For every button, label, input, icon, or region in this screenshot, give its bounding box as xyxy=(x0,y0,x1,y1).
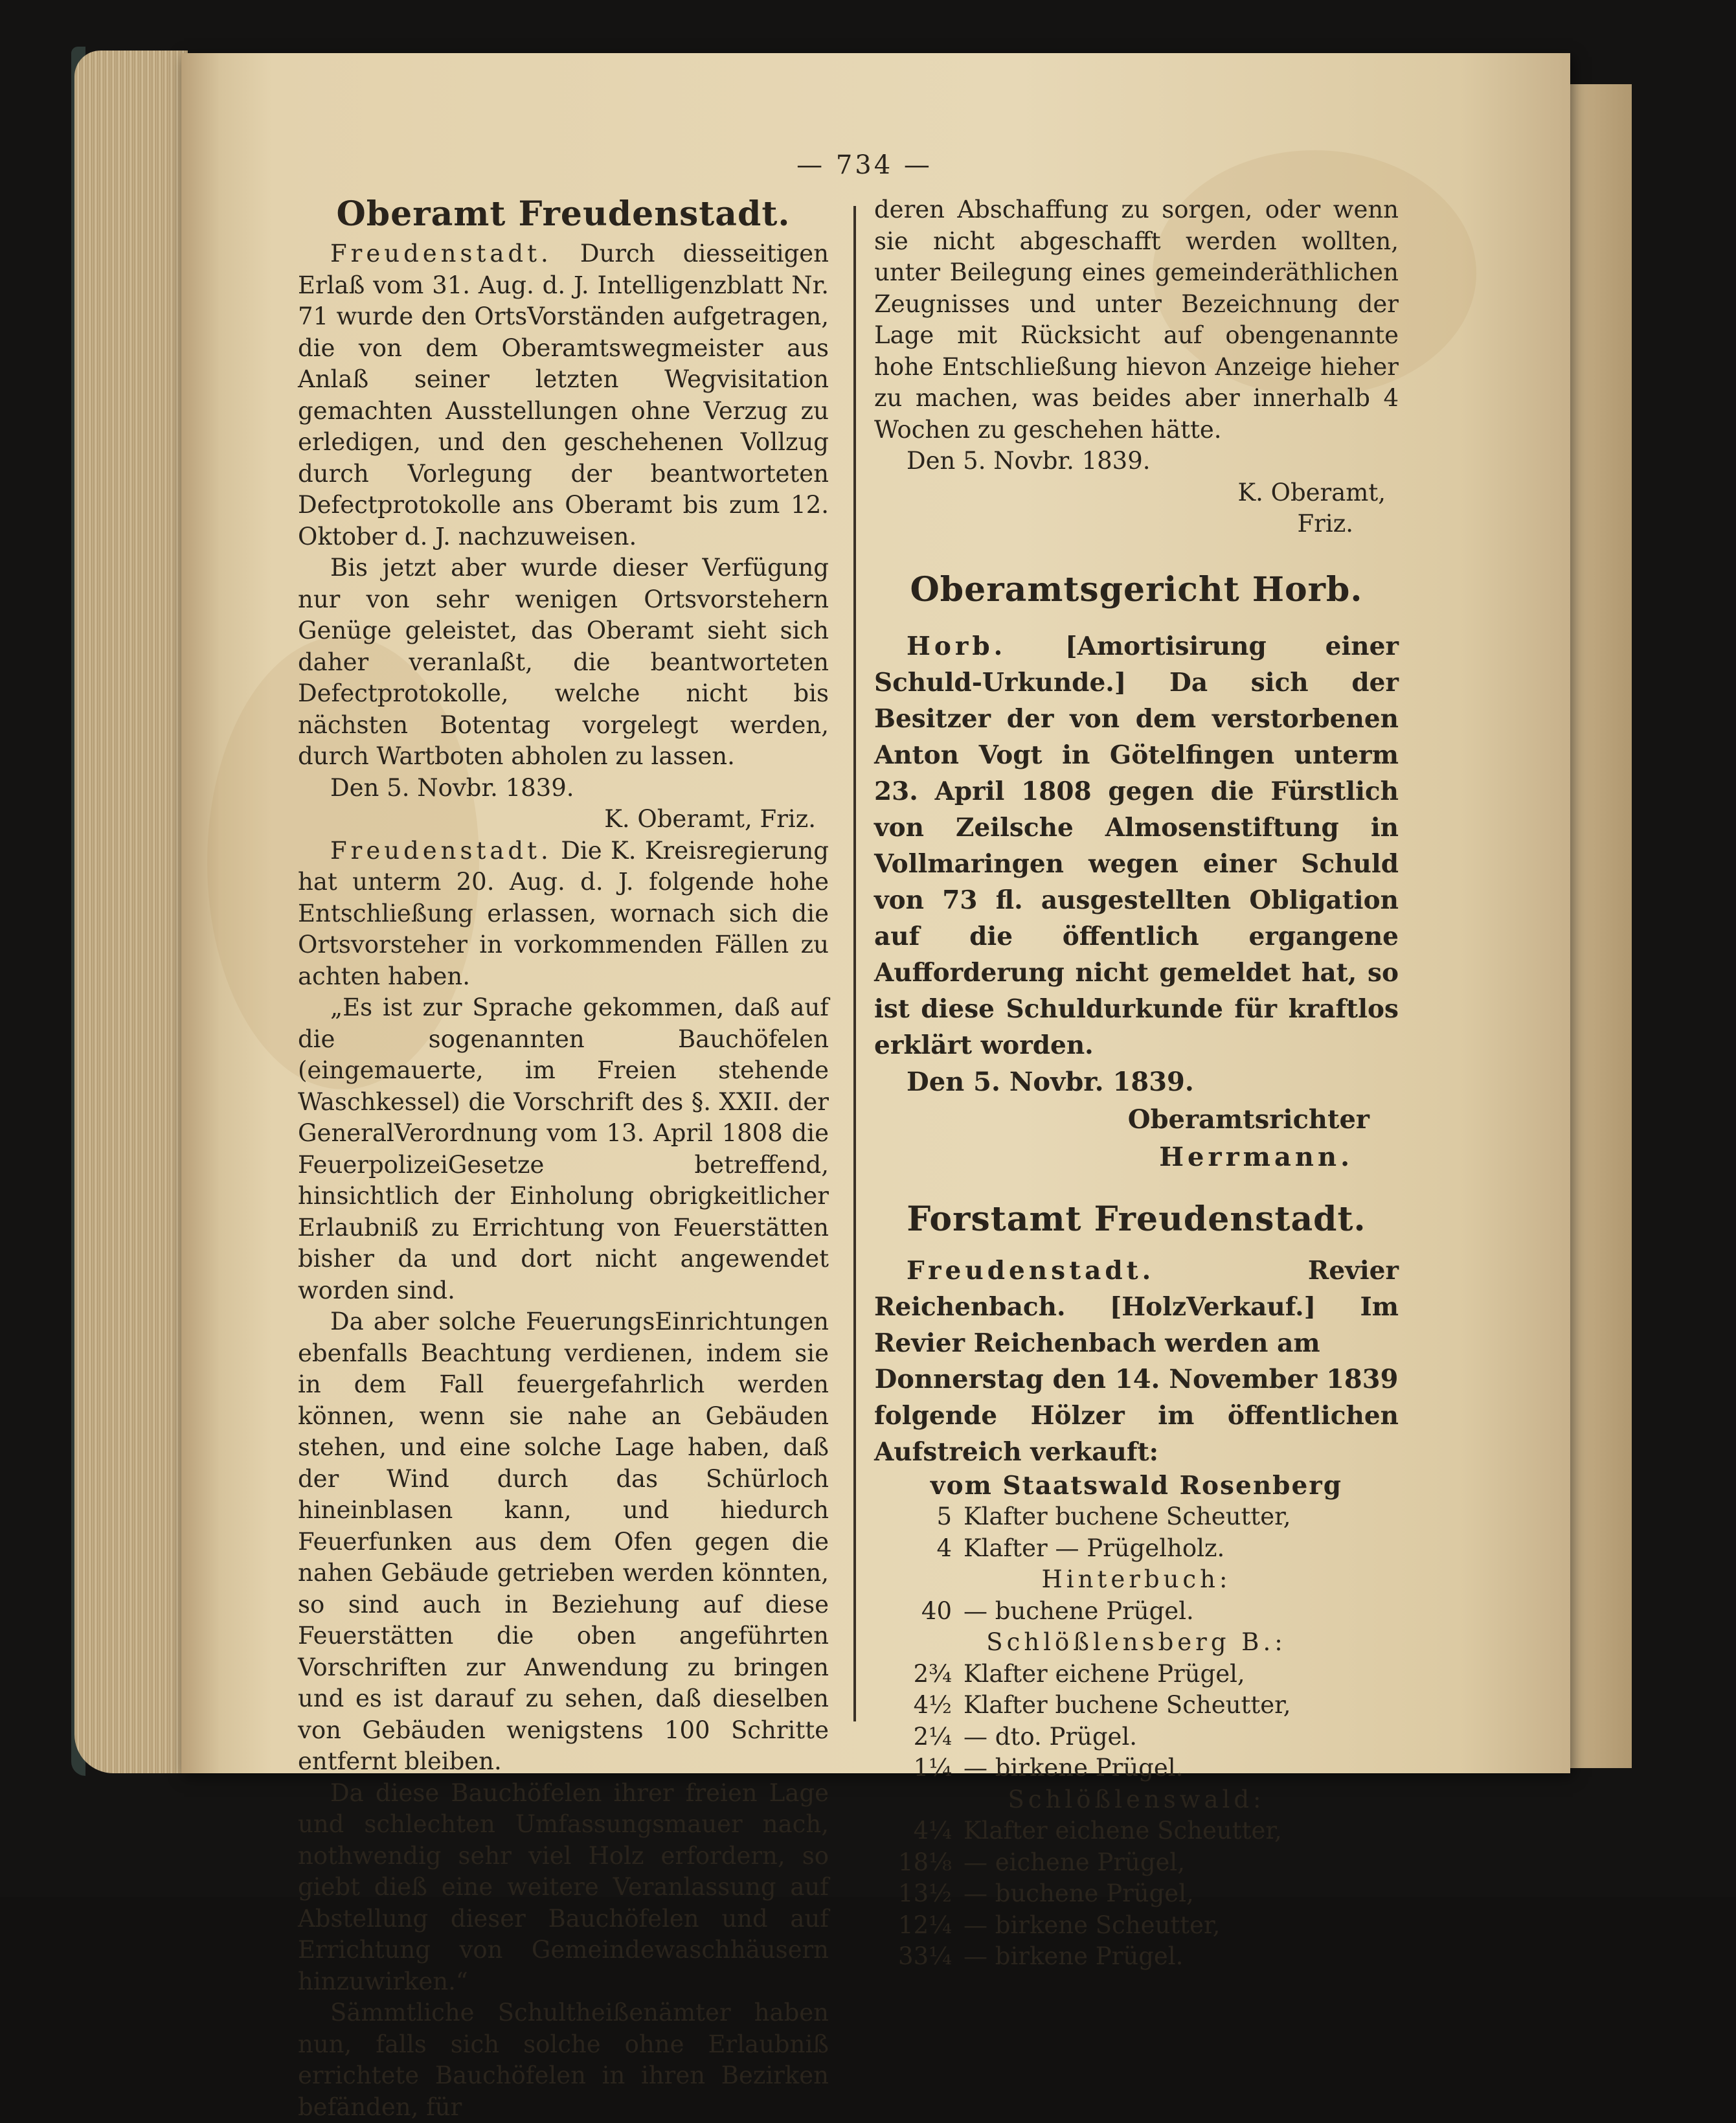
lot-heading: Schlößlensberg B.: xyxy=(986,1628,1287,1656)
paragraph xyxy=(298,835,829,993)
lot-quantity: 13½ xyxy=(898,1879,952,1907)
lot-description: — buchene Prügel, xyxy=(964,1879,1194,1907)
signature-office: Oberamtsrichter xyxy=(1127,1104,1370,1135)
lot-item xyxy=(874,1941,1399,1973)
lot-item xyxy=(874,1501,1399,1533)
paragraph: Sämmtliche Schultheißenämter haben nun, falls sich solche ohne Erlaubniß errichtete Bauchöfelen in ihren Bezirken befänden, für xyxy=(298,1999,829,2121)
lot-quantity: 4¼ xyxy=(913,1817,952,1845)
lot-item xyxy=(874,1847,1399,1879)
signature-office: K. Oberamt, xyxy=(1237,478,1386,506)
lot-heading: Hinterbuch: xyxy=(1041,1565,1232,1593)
lot-quantity: 2¼ xyxy=(913,1722,952,1751)
lot-item xyxy=(874,1533,1399,1565)
lot-heading: Schlößlenswald: xyxy=(1008,1785,1265,1813)
lot-quantity: 40 xyxy=(921,1596,952,1625)
lot-description: — birkene Prügel. xyxy=(964,1942,1184,1970)
lot-quantity: 18⅛ xyxy=(898,1848,952,1876)
lot-description: Klafter eichene Scheutter, xyxy=(964,1817,1282,1845)
paragraph: Da diese Bauchöfelen ihrer freien Lage und schlechten Umfassungsmauer nach, nothwendig sehr viel Holz erfordern, so giebt dieß eine weitere Veranlassung auf Abstellung dieser Bauchöfelen und auf Errichtung von Gemeindewaschhäusern hinzuwirken.“ xyxy=(298,1778,829,1995)
paragraph xyxy=(874,628,1399,1063)
section-heading: Oberamt Freudenstadt. xyxy=(336,194,791,234)
lot-item xyxy=(874,1659,1399,1690)
paragraph-text: Revier Reichenbach. [HolzVerkauf.] Im Revier Reichenbach werden am xyxy=(874,1255,1399,1358)
lot-description: — dto. Prügel. xyxy=(964,1722,1138,1751)
signature: K. Oberamt, Friz. xyxy=(604,805,816,833)
lot-description: Klafter buchene Scheutter, xyxy=(964,1691,1291,1719)
date-line: Den 5. Novbr. 1839. xyxy=(907,447,1151,475)
right-column xyxy=(874,194,1399,1973)
lot-description: Klafter — Prügelholz. xyxy=(964,1534,1225,1562)
lot-quantity: 4 xyxy=(936,1534,952,1562)
lot-item xyxy=(874,1721,1399,1753)
lot-description: — birkene Scheutter, xyxy=(964,1911,1221,1939)
signature-name: Herrmann. xyxy=(1159,1141,1353,1172)
lot-item xyxy=(874,1815,1399,1847)
signature-name: Friz. xyxy=(1297,510,1353,538)
lot-quantity: 4½ xyxy=(913,1691,952,1719)
place-name: Freudenstadt. xyxy=(330,836,552,865)
paragraph: folgende Hölzer im öffentlichen Aufstreich verkauft: xyxy=(874,1400,1399,1467)
section-heading: Oberamtsgericht Horb. xyxy=(910,569,1363,609)
next-page-edge xyxy=(1570,84,1632,1768)
paragraph-text: Die K. Kreisregierung hat unterm 20. Aug. d. J. folgende hohe Entschließung erlassen, wornach sich die Ortsvorsteher in vorkommenden Fällen zu achten haben. xyxy=(298,836,829,990)
lot-description: Klafter eichene Prügel, xyxy=(964,1659,1245,1688)
lot-item xyxy=(874,1596,1399,1628)
paragraph: „Es ist zur Sprache gekommen, daß auf die sogenannten Bauchöfelen (eingemauerte, im Freien stehende Waschkessel) die Vorschrift des §. XXII. der GeneralVerordnung vom 13. April 1808 die FeuerpolizeiGesetze betreffend, hinsichtlich der Einholung obrigkeitlicher Erlaubniß zu Errichtung von Feuerstätten bisher da und dort nicht angewendet worden sind. xyxy=(298,993,829,1304)
paragraph: deren Abschaffung zu sorgen, oder wenn sie nicht abgeschafft werden wollten, unter Beilegung eines gemeinderäthlichen Zeugnisses und unter Bezeichnung der Lage mit Rücksicht auf obengenannte hohe Entschließung hievon Anzeige hieher zu machen, was beides aber innerhalb 4 Wochen zu geschehen hätte. xyxy=(874,196,1399,444)
timber-lot-list xyxy=(874,1470,1399,1973)
lot-description: Klafter buchene Scheutter, xyxy=(964,1503,1291,1530)
page-number: — 734 — xyxy=(796,150,932,180)
place-name: Horb. xyxy=(907,631,1007,661)
left-column xyxy=(298,194,829,2123)
lot-quantity: 1¼ xyxy=(913,1754,952,1782)
section-heading: Forstamt Freudenstadt. xyxy=(907,1199,1366,1239)
place-name: Freudenstadt. xyxy=(330,240,552,267)
lot-heading: vom Staatswald Rosenberg xyxy=(930,1470,1343,1501)
lot-quantity: 5 xyxy=(936,1503,952,1530)
column-divider xyxy=(853,206,856,1721)
lot-quantity: 2¾ xyxy=(913,1659,952,1688)
page-edges xyxy=(74,51,188,1773)
lot-item xyxy=(874,1690,1399,1721)
lot-quantity: 12¼ xyxy=(898,1911,952,1939)
paragraph xyxy=(874,1253,1399,1361)
date-line: Den 5. Novbr. 1839. xyxy=(330,773,574,802)
lot-quantity: 33¼ xyxy=(898,1942,952,1970)
lot-description: — buchene Prügel. xyxy=(964,1596,1194,1625)
date-line: Den 5. Novbr. 1839. xyxy=(907,1066,1194,1097)
paragraph: Bis jetzt aber wurde dieser Verfügung nur von sehr wenigen Ortsvorstehern Genüge geleistet, das Oberamt sieht sich daher veranlaßt, die beantworteten Defectprotokolle, welche nicht bis nächsten Botentag vorgelegt werden, durch Wartboten abholen zu lassen. xyxy=(298,554,829,770)
sale-date: Donnerstag den 14. November 1839 xyxy=(874,1363,1399,1394)
lot-description: — eichene Prügel, xyxy=(964,1848,1186,1876)
lot-description: — birkene Prügel. xyxy=(964,1754,1184,1782)
paragraph-text: Durch diesseitigen Erlaß vom 31. Aug. d. J. Intelligenzblatt Nr. 71 wurde den OrtsVorständen aufgetragen, die von dem Oberamtswegmeister aus Anlaß seiner letzten Wegvisitation gemachten Ausstellungen ohne Verzug zu erledigen, und den geschehenen Vollzug durch Vorlegung der beantworteten Defectprotokolle ans Oberamt bis zum 12. Oktober d. J. nachzuweisen. xyxy=(298,240,829,551)
lot-item xyxy=(874,1878,1399,1910)
place-name: Freudenstadt. xyxy=(907,1255,1155,1286)
paragraph: Da aber solche FeuerungsEinrichtungen ebenfalls Beachtung verdienen, indem sie in dem Fall feuergefahrlich werden können, wenn sie nahe an Gebäuden stehen, und eine solche Lage haben, daß der Wind durch das Schürloch hineinblasen kann, und hiedurch Feuerfunken aus dem Ofen gegen die nahen Gebäude getrieben werden könnten, so sind auch in Beziehung auf diese Feuerstätten die oben angeführten Vorschriften zur Anwendung zu bringen und es ist darauf zu sehen, daß dieselben von Gebäuden wenigstens 100 Schritte entfernt bleiben. xyxy=(298,1308,829,1775)
paragraph-text: [Amortisirung einer Schuld-Urkunde.] Da sich der Besitzer der von dem verstorbenen Anton Vogt in Götelfingen unterm 23. April 1808 gegen die Fürstlich von Zeilsche Almosenstiftung in Vollmaringen wegen einer Schuld von 73 fl. ausgestellten Obligation auf die öffentlich ergangene Aufforderung nicht gemeldet hat, so ist diese Schuldurkunde für kraftlos erklärt worden. xyxy=(874,631,1399,1060)
lot-item xyxy=(874,1910,1399,1942)
paragraph xyxy=(298,238,829,552)
lot-item xyxy=(874,1753,1399,1784)
